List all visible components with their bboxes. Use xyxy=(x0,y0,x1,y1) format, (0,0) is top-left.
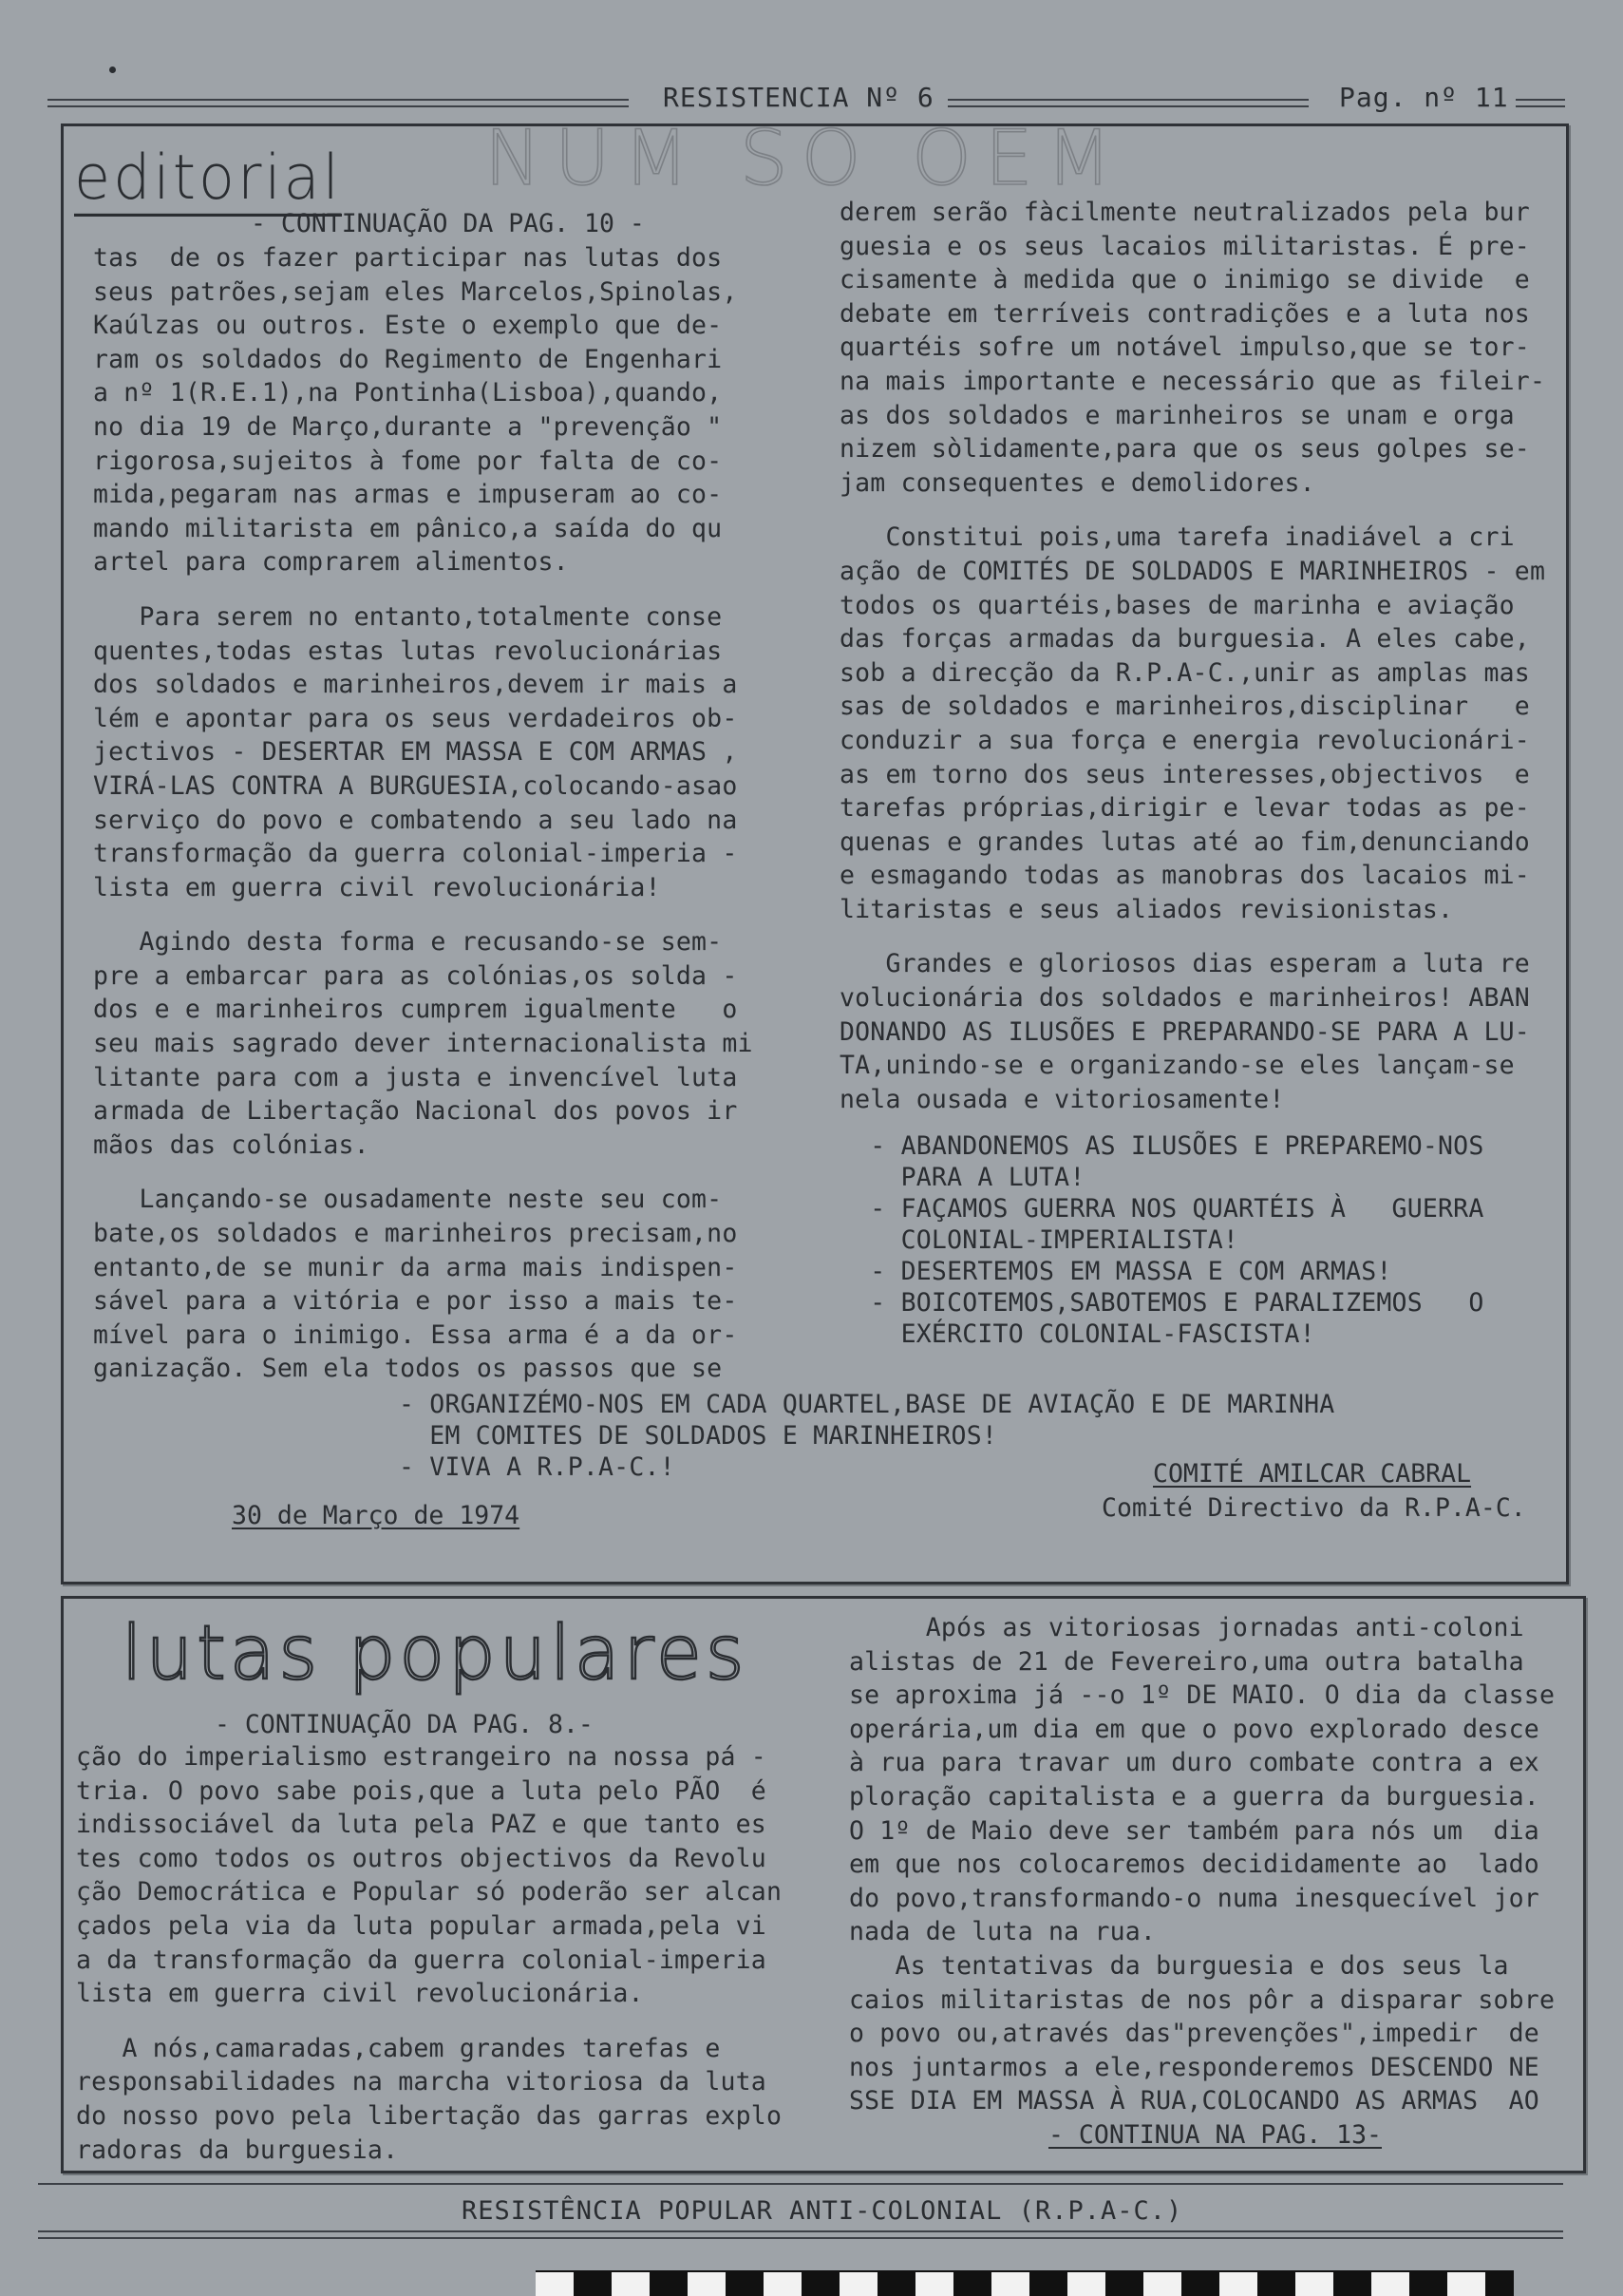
text-line: seu mais sagrado dever internacionalista mi xyxy=(93,1029,753,1059)
text-line: sas de soldados e marinheiros,disciplinar e xyxy=(840,692,1530,722)
text-line: ploração capitalista e a guerra da burguesia. xyxy=(849,1781,1539,1812)
text-line: ram os soldados do Regimento de Engenhari xyxy=(93,344,723,374)
text-line: em que nos colocaremos decididamente ao lado xyxy=(849,1850,1539,1880)
text-line: SSE DIA EM MASSA À RUA,COLOCANDO AS ARMAS AO xyxy=(849,2086,1539,2116)
text-line: Constitui pois,uma tarefa inadiável a cri xyxy=(840,522,1515,553)
text-line: litante para com a justa e invencível luta xyxy=(93,1062,738,1092)
editorial-left-column xyxy=(93,241,753,1386)
text-line: quenas e grandes lutas até ao fim,denunciando xyxy=(840,826,1530,857)
text-line xyxy=(93,904,753,925)
text-line: guesia e os seus lacaios militaristas. É pre- xyxy=(840,231,1530,261)
lutas-continuation: - CONTINUAÇÃO DA PAG. 8.- xyxy=(215,1710,594,1739)
text-line: - VIVA A R.P.A-C.! xyxy=(399,1452,675,1482)
text-line: serviço do povo e combatendo a seu lado na xyxy=(93,805,738,835)
text-line: a da transformação da guerra colonial-imperia xyxy=(76,1945,766,1975)
editorial-stamp: NUM SO OEM xyxy=(484,114,1125,202)
text-line: todos os quartéis,bases de marinha e aviação xyxy=(840,590,1515,620)
text-line: quentes,todas estas lutas revolucionárias xyxy=(93,636,723,666)
header-rule-middle xyxy=(948,99,1309,107)
text-line: responsabilidades na marcha vitoriosa da luta xyxy=(76,2067,766,2097)
text-line: COLONIAL-IMPERIALISTA! xyxy=(840,1225,1239,1255)
text-line xyxy=(840,926,1545,947)
text-line: nizem sòlidamente,para que os seus golpes se- xyxy=(840,434,1530,465)
text-line: - ABANDONEMOS AS ILUSÕES E PREPAREMO-NOS xyxy=(840,1131,1484,1161)
text-line: mãos das colónias. xyxy=(93,1129,369,1160)
text-line: artel para comprarem alimentos. xyxy=(93,547,569,578)
text-line: çados pela via da luta popular armada,pela vi xyxy=(76,1910,766,1941)
editorial-continuation: - CONTINUAÇÃO DA PAG. 10 - xyxy=(251,209,645,238)
text-line: e esmagando todas as manobras dos lacaios mi- xyxy=(840,861,1530,891)
text-line: PARA A LUTA! xyxy=(840,1163,1085,1192)
text-line: TA,unindo-se e organizando-se eles lançam-se xyxy=(840,1051,1515,1081)
header-page-number: Pag. nº 11 xyxy=(1339,82,1509,113)
text-line: seus patrões,sejam eles Marcelos,Spinolas, xyxy=(93,276,738,307)
text-line: no dia 19 de Março,durante a "prevenção " xyxy=(93,411,723,442)
text-line: EXÉRCITO COLONIAL-FASCISTA! xyxy=(840,1319,1315,1349)
text-line: à rua para travar um duro combate contra a ex xyxy=(849,1748,1539,1778)
text-line: caios militaristas de nos pôr a disparar sobre xyxy=(849,1984,1556,2015)
lutas-right-column xyxy=(849,1611,1555,2118)
text-line: volucionária dos soldados e marinheiros! ABAN xyxy=(840,983,1530,1014)
lutas-left-column xyxy=(76,1740,782,2167)
text-line: as em torno dos seus interesses,objectivos e xyxy=(840,759,1530,789)
text-line: - FAÇAMOS GUERRA NOS QUARTÉIS À GUERRA xyxy=(840,1194,1484,1224)
lutas-title: lutas populares xyxy=(122,1611,748,1697)
header-rule-right xyxy=(1516,99,1565,107)
text-line: O 1º de Maio deve ser também para nós um dia xyxy=(849,1815,1539,1846)
text-line: dos e e marinheiros cumprem igualmente o xyxy=(93,995,738,1025)
text-line: lém e apontar para os seus verdadeiros ob- xyxy=(93,703,738,733)
text-line: Para serem no entanto,totalmente conse xyxy=(93,601,723,632)
editorial-right-slogans xyxy=(840,1130,1483,1350)
text-line: a nº 1(R.E.1),na Pontinha(Lisboa),quando, xyxy=(93,378,723,408)
text-line: VIRÁ-LAS CONTRA A BURGUESIA,colocando-asao xyxy=(93,770,738,801)
text-line: rigorosa,sujeitos à fome por falta de co- xyxy=(93,446,723,476)
header-rule-left xyxy=(47,99,629,107)
text-line: - ORGANIZÉMO-NOS EM CADA QUARTEL,BASE DE AVIAÇÃO E DE MARINHA xyxy=(399,1390,1335,1419)
text-line: mando militarista em pânico,a saída do qu xyxy=(93,513,723,543)
text-line: As tentativas da burguesia e dos seus la xyxy=(849,1950,1509,1981)
text-line: mida,pegaram nas armas e impuseram ao co- xyxy=(93,480,723,510)
text-line: radoras da burguesia. xyxy=(76,2135,399,2165)
text-line: mível para o inimigo. Essa arma é a da or- xyxy=(93,1319,738,1350)
text-line: Após as vitoriosas jornadas anti-coloni xyxy=(849,1613,1524,1642)
text-line: A nós,camaradas,cabem grandes tarefas e xyxy=(76,2033,721,2063)
text-line: sável para a vitória e por isso a mais te- xyxy=(93,1286,738,1317)
text-line: do nosso povo pela libertação das garras explo xyxy=(76,2100,783,2131)
text-line: bate,os soldados e marinheiros precisam,no xyxy=(93,1219,738,1249)
signature-role: Comité Directivo da R.P.A-C. xyxy=(1102,1493,1526,1523)
text-line: tria. O povo sabe pois,que a luta pelo PÃO é xyxy=(76,1775,766,1806)
text-line: conduzir a sua força e energia revolucionári- xyxy=(840,725,1530,755)
text-line: tarefas próprias,dirigir e levar todas as pe- xyxy=(840,793,1530,824)
text-line: - DESERTEMOS EM MASSA E COM ARMAS! xyxy=(840,1257,1392,1286)
text-line: ção do imperialismo estrangeiro na nossa pá - xyxy=(76,1742,766,1772)
text-line: tes como todos os outros objectivos da Revolu xyxy=(76,1843,766,1873)
text-line: transformação da guerra colonial-imperia - xyxy=(93,839,738,869)
text-line: quartéis sofre um notável impulso,que se tor- xyxy=(840,332,1530,363)
scale-ruler xyxy=(536,2270,1514,2296)
footer-rule-top xyxy=(38,2183,1563,2188)
text-line: se aproxima já --o 1º DE MAIO. O dia da classe xyxy=(849,1680,1556,1711)
text-line: nela ousada e vitoriosamente! xyxy=(840,1084,1285,1114)
text-line: ganização. Sem ela todos os passos que se xyxy=(93,1354,723,1384)
text-line: as dos soldados e marinheiros se unam e orga xyxy=(840,400,1515,430)
text-line xyxy=(76,2011,782,2032)
text-line: sob a direcção da R.P.A-C.,unir as amplas mas xyxy=(840,657,1530,688)
text-line: na mais importante e necessário que as fileir- xyxy=(840,366,1546,396)
lutas-continues: - CONTINUA NA PAG. 13- xyxy=(1048,2120,1382,2150)
text-line xyxy=(93,1162,753,1183)
text-line: DONANDO AS ILUSÕES E PREPARANDO-SE PARA A LU- xyxy=(840,1016,1530,1047)
text-line: nos juntarmos a ele,responderemos DESCENDO NE xyxy=(849,2052,1539,2082)
text-line: das forças armadas da burguesia. A eles cabe, xyxy=(840,624,1530,655)
text-line: tas de os fazer participar nas lutas dos xyxy=(93,243,723,273)
signature-name: COMITÉ AMILCAR CABRAL xyxy=(1153,1459,1472,1489)
text-line: lista em guerra civil revolucionária. xyxy=(76,1979,644,2009)
header-title: RESISTENCIA Nº 6 xyxy=(663,82,934,113)
text-line: operária,um dia em que o povo explorado desce xyxy=(849,1714,1539,1744)
text-line: nada de luta na rua. xyxy=(849,1917,1157,1947)
editorial-date: 30 de Março de 1974 xyxy=(232,1501,520,1530)
text-line xyxy=(93,579,753,600)
text-line: derem serão fàcilmente neutralizados pela bur xyxy=(840,198,1530,227)
text-line: jectivos - DESERTAR EM MASSA E COM ARMAS , xyxy=(93,737,738,768)
text-line: dos soldados e marinheiros,devem ir mais a xyxy=(93,670,738,700)
text-line: ção Democrática e Popular só poderão ser alcan xyxy=(76,1877,783,1907)
text-line: EM COMITES DE SOLDADOS E MARINHEIROS! xyxy=(399,1421,998,1451)
text-line: Agindo desta forma e recusando-se sem- xyxy=(93,927,723,958)
text-line: cisamente à medida que o inimigo se divide e xyxy=(840,265,1530,295)
footer-rule-bottom xyxy=(38,2230,1563,2239)
footer-title: RESISTÊNCIA POPULAR ANTI-COLONIAL (R.P.A-C.) xyxy=(462,2196,1183,2226)
text-line: ação de COMITÉS DE SOLDADOS E MARINHEIROS - em xyxy=(840,556,1546,586)
text-line: pre a embarcar para as colónias,os solda - xyxy=(93,960,738,991)
text-line: litaristas e seus aliados revisionistas. xyxy=(840,894,1454,924)
editorial-right-column xyxy=(840,196,1545,1116)
text-line: Grandes e gloriosos dias esperam a luta re xyxy=(840,949,1530,979)
text-line: entanto,de se munir da arma mais indispen- xyxy=(93,1252,738,1282)
text-line: do povo,transformando-o numa inesquecível jor xyxy=(849,1883,1539,1913)
editorial-title: editorial xyxy=(74,141,342,214)
text-line: indissociável da luta pela PAZ e que tanto es xyxy=(76,1810,766,1840)
text-line: debate em terríveis contradições e a luta nos xyxy=(840,298,1530,329)
text-line: o povo ou,através das"prevenções",impedir de xyxy=(849,2019,1539,2049)
text-line: - BOICOTEMOS,SABOTEMOS E PARALIZEMOS O xyxy=(840,1288,1484,1318)
text-line: Lançando-se ousadamente neste seu com- xyxy=(93,1185,723,1215)
text-line xyxy=(840,500,1545,521)
text-line: jam consequentes e demolidores. xyxy=(840,467,1315,498)
text-line: armada de Libertação Nacional dos povos ir xyxy=(93,1096,738,1127)
text-line: lista em guerra civil revolucionária! xyxy=(93,872,661,902)
text-line: Kaúlzas ou outros. Este o exemplo que de- xyxy=(93,311,723,341)
ink-dot xyxy=(109,66,116,73)
text-line: alistas de 21 de Fevereiro,uma outra batalha xyxy=(849,1646,1524,1677)
